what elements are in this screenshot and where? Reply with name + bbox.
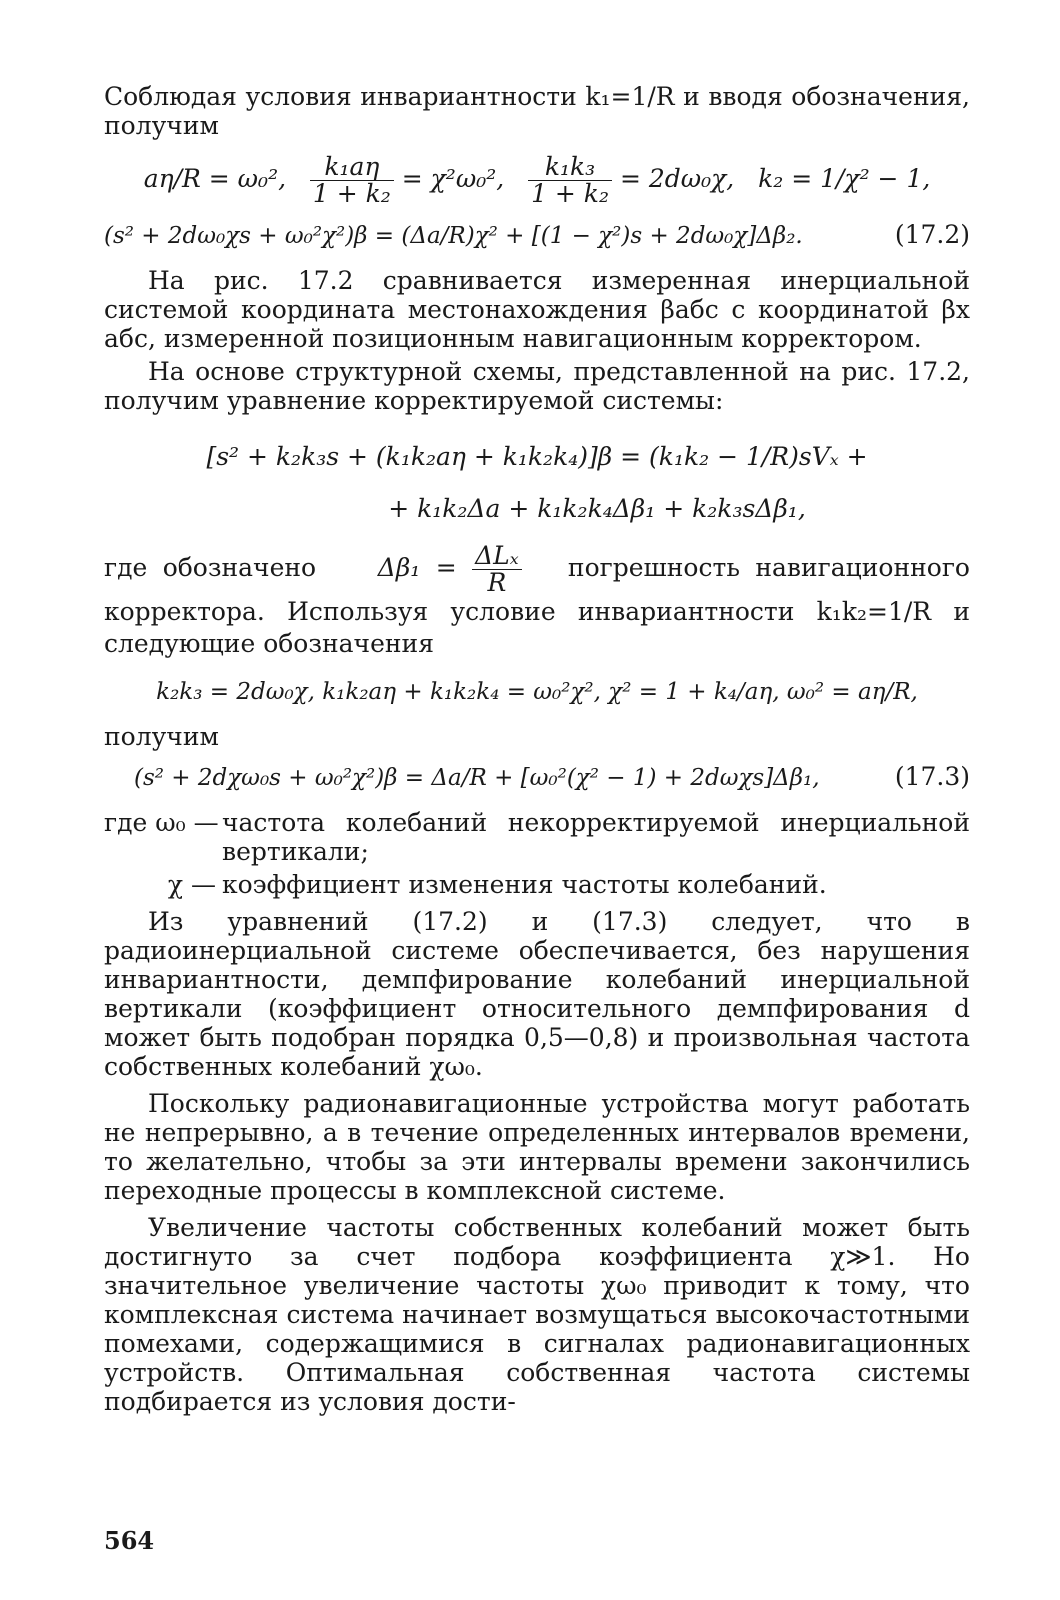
equation-17-2: [104, 219, 970, 252]
paragraph-2: На рис. 17.2 сравнивается измеренная инерциальной системой координата местонахождения βабс с координатой βx абс, измеренной позиционным навигационным корректором.: [104, 266, 970, 353]
equation-system-line-1: [s² + k₂k₃s + (k₁k₂aη + k₁k₂k₄)]β = (k₁k₂ − 1/R)sVₓ +: [206, 442, 868, 471]
eq1-def-c-den: 1 + k₂: [531, 179, 609, 208]
paragraph-1: Соблюдая условия инвариантности k₁=1/R и вводя обозначения, получим: [104, 82, 970, 140]
delta-beta-lhs: Δβ₁ =: [377, 553, 457, 582]
definition-chi: [104, 870, 970, 899]
equation-17-3-body: (s² + 2dχω₀s + ω₀²χ²)β = Δa/R + [ω₀²(χ² − 1) + 2dωχs]Δβ₁,: [134, 765, 820, 791]
eq1-def-b-rhs: = χ²ω₀²,: [401, 164, 505, 193]
definition-omega0-term: где ω₀ —: [104, 808, 219, 837]
eq1-def-c-num: k₁k₃: [528, 154, 612, 181]
paragraph-4-rest: погрешность навигационного корректора. Используя условие инвариантности k₁k₂=1/R и следующие обозначения: [104, 553, 970, 658]
definition-omega0-text: частота колебаний некорректируемой инерциальной вертикали;: [222, 808, 970, 866]
paragraph-4: [104, 543, 970, 660]
equation-17-2-number: (17.2): [894, 220, 970, 249]
eq1-def-b-num: k₁aη: [310, 154, 394, 181]
paragraph-3: На основе структурной схемы, представленной на рис. 17.2, получим уравнение корректируемой системы:: [104, 357, 970, 415]
paragraph-4-lead: где обозначено: [104, 553, 317, 582]
eq1-def-c-rhs: = 2dω₀χ,: [619, 164, 735, 193]
definition-chi-text: коэффициент изменения частоты колебаний.: [222, 870, 827, 899]
eq1-def-d: k₂ = 1/χ² − 1,: [758, 164, 931, 193]
page-body: [104, 82, 970, 1416]
definition-omega0: [104, 808, 970, 866]
equation-definitions-2: k₂k₃ = 2dω₀χ, k₁k₂aη + k₁k₂k₄ = ω₀²χ², χ² = 1 + k₄/aη, ω₀² = aη/R,: [156, 679, 918, 705]
paragraph-5: получим: [104, 722, 219, 751]
delta-beta-num: ΔLₓ: [472, 543, 522, 570]
equation-17-3-number: (17.3): [894, 762, 970, 791]
equation-17-2-body: (s² + 2dω₀χs + ω₀²χ²)β = (Δa/R)χ² + [(1 − χ²)s + 2dω₀χ]Δβ₂.: [104, 223, 803, 249]
eq1-def-b-fraction: [310, 154, 394, 207]
eq1-def-a: aη/R = ω₀²,: [143, 164, 287, 193]
paragraph-7: Поскольку радионавигационные устройства могут работать не непрерывно, а в течение определенных интервалов времени, то желательно, чтобы за эти интервалы времени закончились переходные процессы в комплексной системе.: [104, 1089, 970, 1205]
paragraph-8: Увеличение частоты собственных колебаний может быть достигнуто за счет подбора коэффициента χ≫1. Но значительное увеличение частоты χω₀ приводит к тому, что комплексная система начинает возмущаться высокочастотными помехами, содержащимися в сигналах радионавигационных устройств. Оптимальная собственная частота системы подбирается из условия дости-: [104, 1213, 970, 1416]
delta-beta-fraction: [472, 543, 522, 596]
eq1-def-c-fraction: [528, 154, 612, 207]
definition-chi-term: χ —: [167, 870, 216, 899]
eq1-def-b-den: 1 + k₂: [312, 179, 391, 208]
equation-17-3: [104, 761, 970, 794]
page-number: 564: [104, 1526, 155, 1555]
delta-beta-den: R: [487, 568, 507, 597]
equation-definitions-1: [104, 154, 970, 207]
equation-system-line-2: + k₁k₂Δa + k₁k₂k₄Δβ₁ + k₂k₃sΔβ₁,: [388, 494, 806, 523]
paragraph-6: Из уравнений (17.2) и (17.3) следует, что в радиоинерциальной системе обеспечивается, без нарушения инвариантности, демпфирование колебаний инерциальной вертикали (коэффициент относительного демпфирования d может быть подобран порядка 0,5—0,8) и произвольная частота собственных колебаний χω₀.: [104, 907, 970, 1081]
